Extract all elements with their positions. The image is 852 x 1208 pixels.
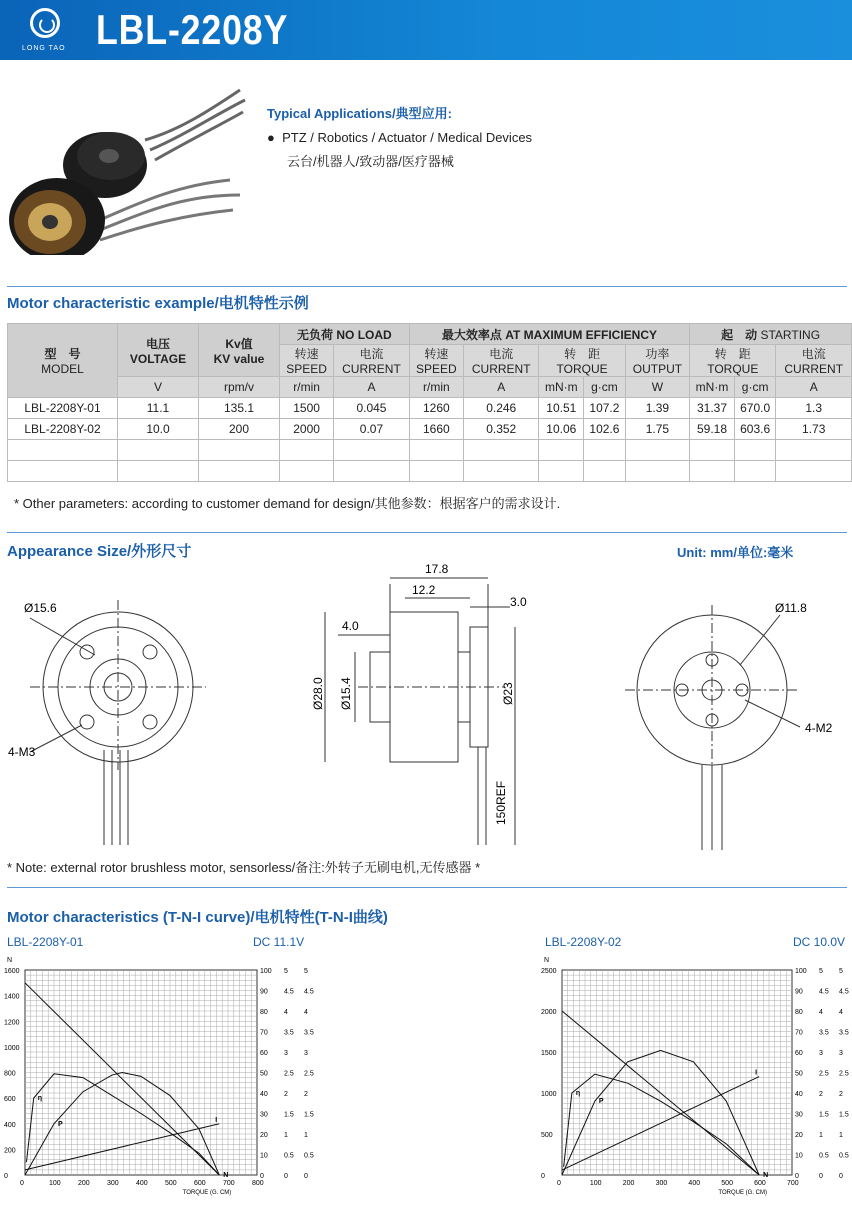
series-label: P bbox=[598, 1098, 604, 1106]
x-tick-label: 600 bbox=[754, 1180, 766, 1187]
table-cell: 10.06 bbox=[539, 419, 584, 440]
appearance-drawings bbox=[0, 560, 852, 855]
right-axis-tick: 4 bbox=[839, 1009, 843, 1016]
current-header: 电流 CURRENT bbox=[334, 345, 410, 377]
other-params-note: * Other parameters: according to customer demand for design/其他参数：根据客户的需求设计. bbox=[14, 496, 561, 511]
tni-chart-1 bbox=[3, 952, 315, 1202]
model-header: 型 号 MODEL bbox=[8, 324, 118, 398]
table-cell: 1.39 bbox=[625, 398, 689, 419]
table-row bbox=[8, 419, 852, 440]
x-tick-label: 400 bbox=[688, 1180, 701, 1187]
right-axis-tick: 40 bbox=[260, 1091, 268, 1098]
unit-cell: mN·m bbox=[539, 377, 584, 398]
y-tick-label: 200 bbox=[4, 1147, 16, 1155]
series-label: η bbox=[37, 1095, 42, 1103]
table-cell: 10.0 bbox=[118, 419, 199, 440]
right-axis-tick: 40 bbox=[795, 1091, 803, 1098]
right-axis-tick: 1.5 bbox=[839, 1111, 849, 1119]
x-tick-label: 200 bbox=[622, 1180, 635, 1187]
right-axis-tick: 70 bbox=[260, 1029, 268, 1037]
applications-cn: 云台/机器人/致动器/医疗器械 bbox=[287, 154, 454, 169]
right-axis-tick: 1.5 bbox=[304, 1111, 314, 1119]
right-axis-tick: 60 bbox=[795, 1050, 803, 1057]
unit-cell: A bbox=[463, 377, 539, 398]
table-cell: 1.73 bbox=[776, 419, 852, 440]
right-axis-tick: 0 bbox=[819, 1173, 823, 1180]
right-axis-tick: 1 bbox=[304, 1132, 308, 1139]
table-cell: 1260 bbox=[409, 398, 463, 419]
unit-cell: mN·m bbox=[690, 377, 735, 398]
sensorless-note: * Note: external rotor brushless motor, sensorless/备注:外转子无刷电机,无传感器 * bbox=[7, 860, 481, 875]
motor-photo bbox=[5, 70, 255, 255]
x-tick-label: 400 bbox=[136, 1180, 148, 1187]
right-axis-tick: 5 bbox=[284, 968, 288, 975]
right-axis-tick: 80 bbox=[260, 1009, 268, 1016]
unit-cell: V bbox=[118, 377, 199, 398]
kv-header: Kv值 KV value bbox=[199, 324, 280, 377]
table-empty-row bbox=[8, 440, 852, 461]
y-tick-label: 1400 bbox=[4, 993, 20, 1001]
speed-header: 转速 SPEED bbox=[409, 345, 463, 377]
dim-ref: 150REF bbox=[494, 780, 508, 825]
x-tick-label: 500 bbox=[721, 1180, 733, 1187]
table-cell: 0.07 bbox=[334, 419, 410, 440]
unit-cell: rpm/v bbox=[199, 377, 280, 398]
y-axis-label: N bbox=[7, 957, 13, 964]
x-tick-label: 300 bbox=[655, 1180, 668, 1187]
applications-en: ● PTZ / Robotics / Actuator / Medical Devices bbox=[267, 130, 533, 145]
unit-cell: A bbox=[776, 377, 852, 398]
series-label: N bbox=[223, 1172, 229, 1179]
table-cell: 0.045 bbox=[334, 398, 410, 419]
series-label: I bbox=[215, 1116, 218, 1124]
y-tick-label: 0 bbox=[541, 1173, 545, 1180]
right-axis-tick: 3.5 bbox=[839, 1029, 849, 1037]
right-axis-tick: 0.5 bbox=[839, 1152, 849, 1160]
series-label: N bbox=[763, 1172, 769, 1179]
x-tick-label: 800 bbox=[252, 1180, 264, 1187]
right-axis-tick: 4 bbox=[284, 1009, 288, 1016]
y-tick-label: 600 bbox=[4, 1096, 16, 1104]
right-axis-tick: 3 bbox=[304, 1050, 308, 1057]
unit-cell: r/min bbox=[280, 377, 334, 398]
right-axis-tick: 10 bbox=[795, 1152, 803, 1160]
right-axis-tick: 0 bbox=[795, 1173, 799, 1180]
dim-d40: 4.0 bbox=[342, 619, 359, 633]
section-divider bbox=[7, 887, 847, 888]
right-axis-tick: 1 bbox=[819, 1132, 823, 1139]
right-axis-tick: 60 bbox=[260, 1050, 268, 1057]
right-axis-tick: 0 bbox=[284, 1173, 288, 1180]
table-cell: 1.3 bbox=[776, 398, 852, 419]
right-axis-tick: 1.5 bbox=[284, 1111, 294, 1119]
right-axis-tick: 3.5 bbox=[819, 1029, 829, 1037]
right-axis-tick: 30 bbox=[260, 1111, 268, 1119]
y-tick-label: 1200 bbox=[4, 1019, 20, 1027]
x-tick-label: 300 bbox=[107, 1180, 119, 1187]
unit-cell: g·cm bbox=[584, 377, 626, 398]
dim-d280: Ø28.0 bbox=[311, 677, 325, 710]
right-axis-tick: 50 bbox=[260, 1070, 268, 1078]
right-axis-tick: 0 bbox=[260, 1173, 264, 1180]
logo-text: LONG TAO bbox=[22, 45, 66, 52]
right-axis-tick: 0 bbox=[304, 1173, 308, 1180]
applications-heading: Typical Applications/典型应用: bbox=[267, 106, 452, 121]
right-axis-tick: 90 bbox=[795, 988, 803, 996]
series-label: η bbox=[575, 1090, 581, 1097]
curve1-model: LBL-2208Y-01 bbox=[7, 935, 84, 949]
x-tick-label: 500 bbox=[165, 1180, 177, 1187]
table-cell: 2000 bbox=[280, 419, 334, 440]
x-tick-label: 700 bbox=[787, 1180, 799, 1187]
table-cell: 1.75 bbox=[625, 419, 689, 440]
unit-cell: g·cm bbox=[734, 377, 776, 398]
y-tick-label: 1000 bbox=[4, 1044, 20, 1052]
header-banner bbox=[0, 0, 852, 60]
right-axis-tick: 1 bbox=[284, 1132, 288, 1139]
table-cell: 0.352 bbox=[463, 419, 539, 440]
table-cell: LBL-2208Y-01 bbox=[8, 398, 118, 419]
unit-cell: A bbox=[334, 377, 410, 398]
y-tick-label: 800 bbox=[4, 1070, 16, 1078]
right-axis-tick: 30 bbox=[795, 1111, 803, 1119]
right-axis-tick: 2 bbox=[284, 1091, 288, 1098]
right-axis-tick: 3.5 bbox=[304, 1029, 314, 1037]
y-tick-label: 1600 bbox=[4, 968, 20, 975]
y-tick-label: 400 bbox=[4, 1121, 16, 1129]
table-cell: 11.1 bbox=[118, 398, 199, 419]
spec-table bbox=[7, 323, 852, 482]
right-axis-tick: 80 bbox=[795, 1009, 803, 1016]
dim-d178: 17.8 bbox=[425, 562, 449, 576]
table-cell: 107.2 bbox=[584, 398, 626, 419]
noload-header: 无负荷 NO LOAD bbox=[280, 324, 410, 345]
series-label: P bbox=[58, 1120, 63, 1128]
dim-d154: Ø15.4 bbox=[339, 677, 353, 710]
right-axis-tick: 4.5 bbox=[839, 988, 849, 996]
dim-d23: Ø23 bbox=[501, 682, 515, 705]
right-axis-tick: 0 bbox=[839, 1173, 843, 1180]
table-cell: 10.51 bbox=[539, 398, 584, 419]
x-tick-label: 0 bbox=[557, 1180, 561, 1187]
x-tick-label: 100 bbox=[589, 1180, 602, 1187]
y-tick-label: 0 bbox=[4, 1173, 8, 1180]
right-axis-tick: 50 bbox=[795, 1070, 803, 1078]
unit-cell: r/min bbox=[409, 377, 463, 398]
right-axis-tick: 100 bbox=[260, 968, 272, 975]
curve1-dc: DC 11.1V bbox=[253, 935, 305, 949]
maxeff-header: 最大效率点 AT MAXIMUM EFFICIENCY bbox=[409, 324, 689, 345]
torque-header: 转 距 TORQUE bbox=[690, 345, 776, 377]
right-axis-tick: 2 bbox=[819, 1091, 823, 1098]
table-cell: 102.6 bbox=[584, 419, 626, 440]
curve2-model: LBL-2208Y-02 bbox=[545, 935, 622, 949]
longtao-logo-icon bbox=[30, 8, 60, 38]
x-tick-label: 200 bbox=[78, 1180, 90, 1187]
starting-header: 起 动 STARTING bbox=[690, 324, 852, 345]
table-cell: 135.1 bbox=[199, 398, 280, 419]
right-axis-tick: 3 bbox=[819, 1050, 823, 1057]
y-tick-label: 500 bbox=[541, 1132, 553, 1139]
x-tick-label: 700 bbox=[223, 1180, 235, 1187]
right-axis-tick: 1 bbox=[839, 1132, 843, 1139]
speed-header: 转速 SPEED bbox=[280, 345, 334, 377]
product-title: LBL-2208Y bbox=[96, 6, 289, 53]
table-cell: 0.246 bbox=[463, 398, 539, 419]
appearance-title: Appearance Size/外形尺寸 bbox=[7, 543, 192, 560]
right-axis-tick: 4 bbox=[304, 1009, 308, 1016]
section-divider bbox=[7, 532, 847, 533]
current-header: 电流 CURRENT bbox=[463, 345, 539, 377]
dim-d30: 3.0 bbox=[510, 595, 527, 609]
y-tick-label: 2000 bbox=[541, 1009, 557, 1016]
curves-title: Motor characteristics (T-N-I curve)/电机特性(T-N-I曲线) bbox=[7, 909, 388, 926]
x-tick-label: 600 bbox=[194, 1180, 206, 1187]
right-axis-tick: 2 bbox=[304, 1091, 308, 1098]
motor-section-title: Motor characteristic example/电机特性示例 bbox=[7, 295, 309, 312]
output-header: 功率 OUTPUT bbox=[625, 345, 689, 377]
table-empty-row bbox=[8, 461, 852, 482]
voltage-header: 电压 VOLTAGE bbox=[118, 324, 199, 377]
y-tick-label: 1000 bbox=[541, 1091, 557, 1098]
current-header: 电流 CURRENT bbox=[776, 345, 852, 377]
right-axis-tick: 3 bbox=[284, 1050, 288, 1057]
right-axis-tick: 10 bbox=[260, 1152, 268, 1160]
right-axis-tick: 4.5 bbox=[304, 988, 314, 996]
right-axis-tick: 0.5 bbox=[819, 1152, 829, 1160]
unit-cell: W bbox=[625, 377, 689, 398]
right-axis-tick: 0.5 bbox=[304, 1152, 314, 1160]
right-axis-tick: 20 bbox=[795, 1132, 803, 1139]
table-cell: 59.18 bbox=[690, 419, 735, 440]
table-cell: LBL-2208Y-02 bbox=[8, 419, 118, 440]
table-cell: 670.0 bbox=[734, 398, 776, 419]
table-cell: 1660 bbox=[409, 419, 463, 440]
dim-d118: Ø11.8 bbox=[775, 601, 807, 615]
dim-d156: Ø15.6 bbox=[24, 601, 57, 615]
table-row bbox=[8, 398, 852, 419]
right-axis-tick: 1.5 bbox=[819, 1111, 829, 1119]
table-cell: 1500 bbox=[280, 398, 334, 419]
dim-m3: 4-M3 bbox=[8, 745, 36, 759]
series-label: I bbox=[755, 1069, 758, 1077]
right-axis-tick: 100 bbox=[795, 968, 807, 975]
right-axis-tick: 20 bbox=[260, 1132, 268, 1139]
front-view-drawing bbox=[30, 600, 206, 845]
table-units-row bbox=[8, 377, 852, 398]
table-cell: 31.37 bbox=[690, 398, 735, 419]
right-axis-tick: 2.5 bbox=[304, 1070, 314, 1078]
right-axis-tick: 70 bbox=[795, 1029, 803, 1037]
section-divider bbox=[7, 286, 847, 287]
right-axis-tick: 0.5 bbox=[284, 1152, 294, 1160]
dim-d122: 12.2 bbox=[412, 583, 436, 597]
x-tick-label: 100 bbox=[49, 1180, 61, 1187]
right-axis-tick: 2.5 bbox=[839, 1070, 849, 1078]
right-axis-tick: 5 bbox=[304, 968, 308, 975]
dim-m2: 4-M2 bbox=[805, 721, 833, 735]
rear-view-drawing bbox=[625, 605, 800, 850]
tni-chart-2 bbox=[540, 952, 850, 1202]
y-axis-label: N bbox=[544, 957, 550, 964]
y-tick-label: 1500 bbox=[541, 1050, 557, 1057]
table-cell: 200 bbox=[199, 419, 280, 440]
applications-block bbox=[267, 102, 532, 174]
right-axis-tick: 3.5 bbox=[284, 1029, 294, 1037]
unit-label: Unit: mm/单位:毫米 bbox=[677, 545, 794, 560]
right-axis-tick: 5 bbox=[819, 968, 823, 975]
y-tick-label: 2500 bbox=[541, 968, 557, 975]
right-axis-tick: 3 bbox=[839, 1050, 843, 1057]
curve2-dc: DC 10.0V bbox=[793, 935, 846, 949]
x-axis-label: TORQUE (G. CM) bbox=[182, 1190, 232, 1196]
right-axis-tick: 4.5 bbox=[819, 988, 829, 996]
right-axis-tick: 2.5 bbox=[284, 1070, 294, 1078]
table-header-row bbox=[8, 324, 852, 345]
right-axis-tick: 4 bbox=[819, 1009, 823, 1016]
right-axis-tick: 2.5 bbox=[819, 1070, 829, 1078]
table-cell: 603.6 bbox=[734, 419, 776, 440]
right-axis-tick: 5 bbox=[839, 968, 843, 975]
torque-header: 转 距 TORQUE bbox=[539, 345, 625, 377]
x-tick-label: 0 bbox=[20, 1180, 24, 1187]
x-axis-label: TORQUE (G. CM) bbox=[718, 1190, 767, 1196]
right-axis-tick: 90 bbox=[260, 988, 268, 996]
applications-en-text: PTZ / Robotics / Actuator / Medical Devices bbox=[282, 130, 533, 145]
right-axis-tick: 4.5 bbox=[284, 988, 294, 996]
right-axis-tick: 2 bbox=[839, 1091, 843, 1098]
